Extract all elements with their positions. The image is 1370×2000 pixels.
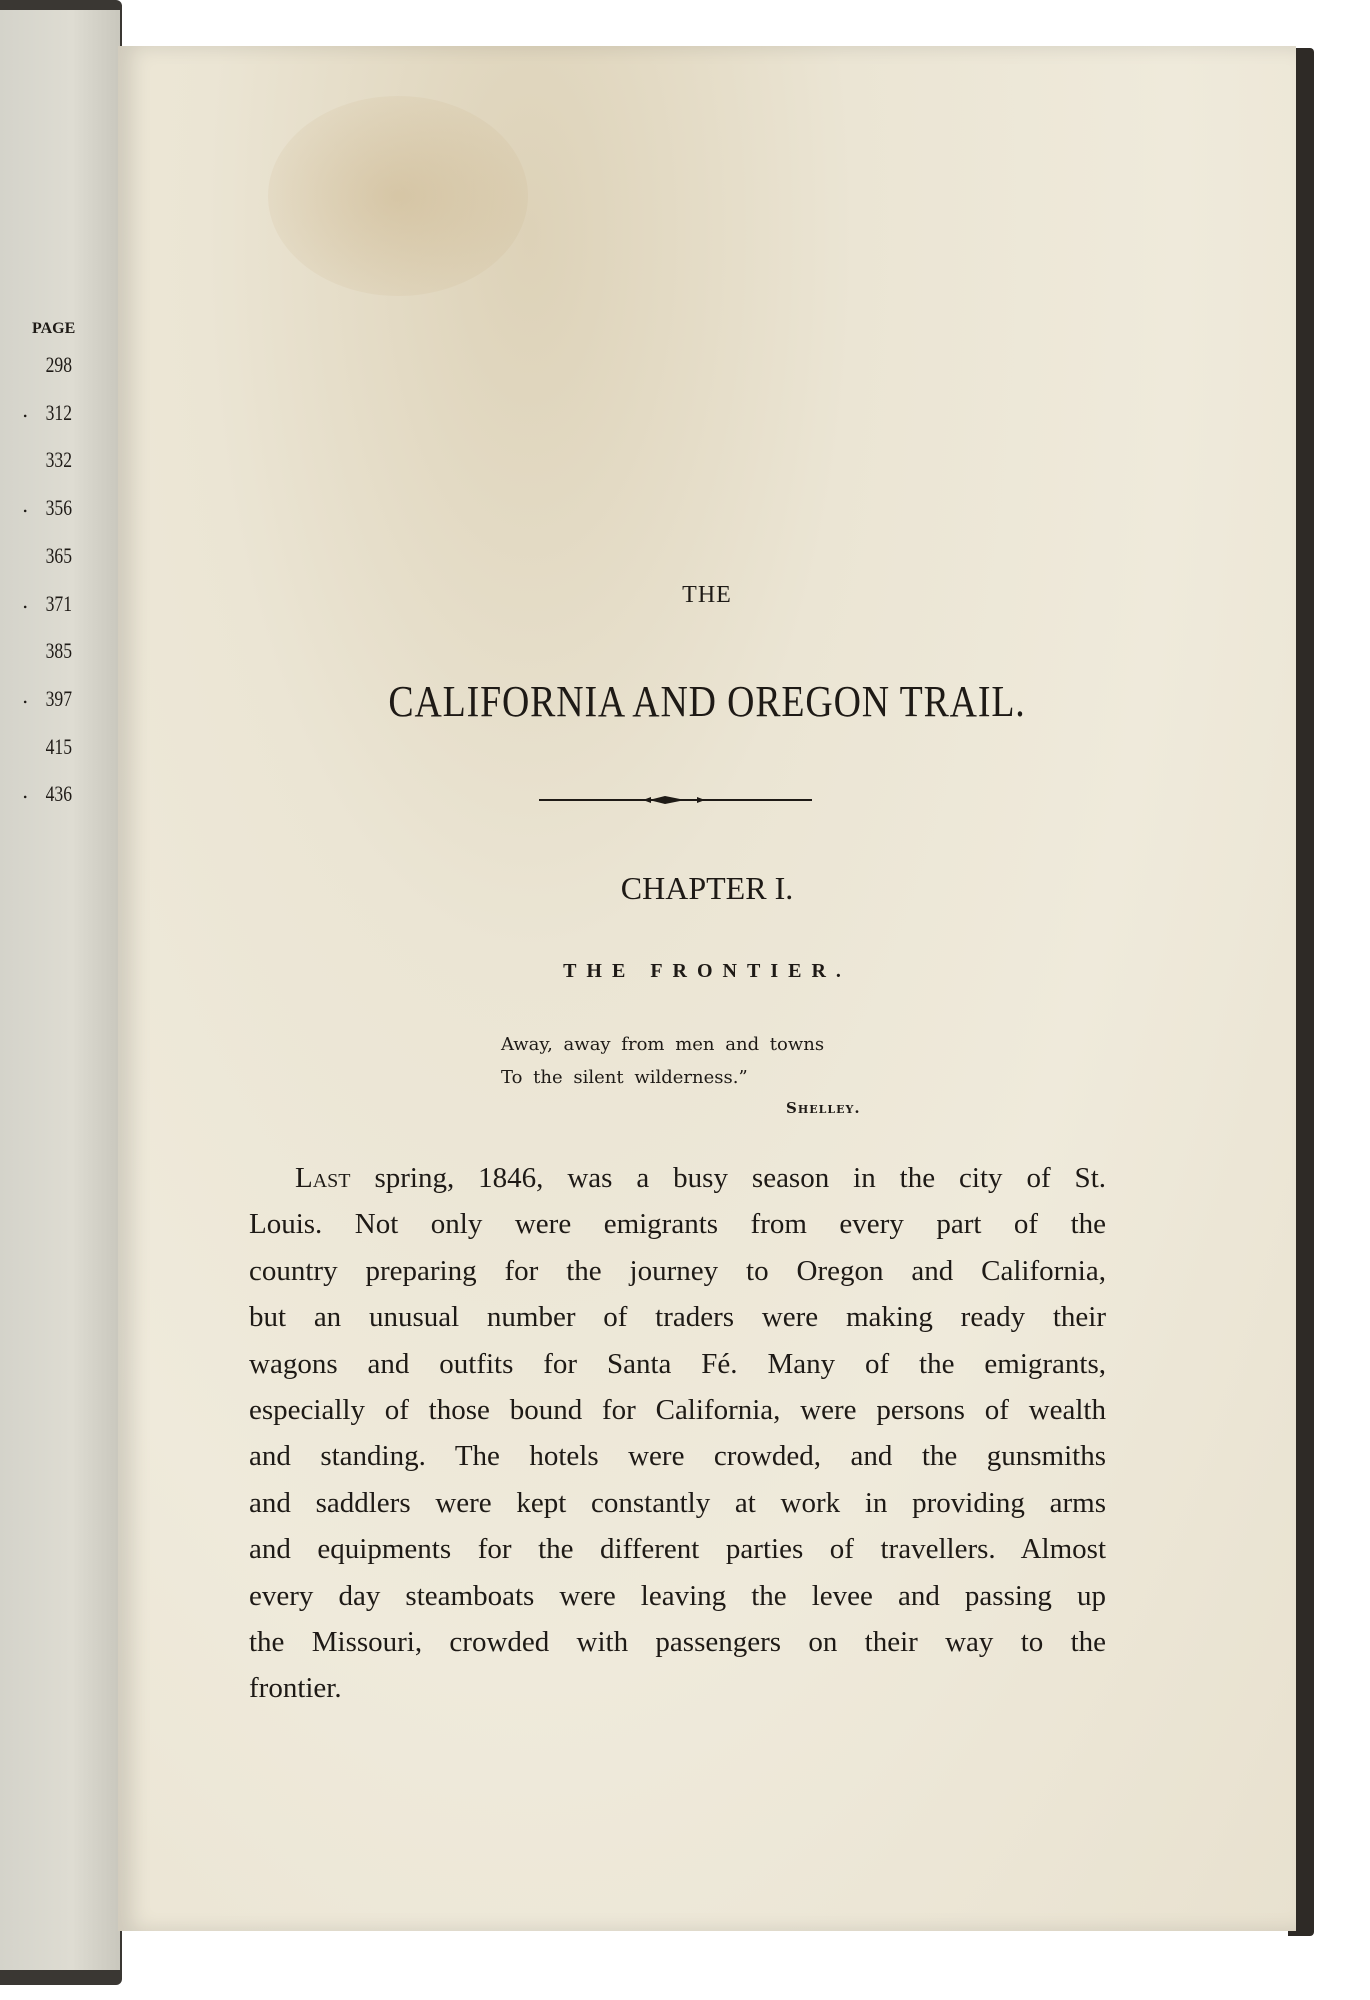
toc-leader-dot: .: [22, 493, 29, 518]
toc-page-number: 371: [45, 590, 72, 616]
book-title: CALIFORNIA AND OREGON TRAIL.: [388, 677, 1026, 726]
toc-leader-dot: .: [22, 683, 29, 708]
toc-page-number: 415: [45, 733, 72, 759]
toc-page-number: 356: [45, 495, 72, 521]
body-line: [249, 1155, 1106, 1201]
epigraph-line: Away, away from men and towns: [501, 1034, 825, 1055]
body-line: especially of those bound for California, were persons of wealth: [249, 1393, 1106, 1426]
toc-page-number: 312: [45, 399, 72, 425]
chapter-title: THE FRONTIER.: [563, 960, 851, 982]
body-line: frontier.: [249, 1672, 342, 1705]
toc-page-number: 365: [45, 542, 72, 568]
ornament-divider: [539, 795, 812, 805]
body-line: but an unusual number of traders were making ready their: [249, 1301, 1106, 1334]
chapter-heading: CHAPTER I.: [620, 870, 794, 906]
body-line: every day steamboats were leaving the levee and passing up: [249, 1579, 1106, 1612]
toc-page-number: 332: [45, 447, 72, 473]
body-line: Louis. Not only were emigrants from every part of the: [249, 1208, 1106, 1241]
toc-leader-dot: .: [22, 588, 29, 613]
body-line: the Missouri, crowded with passengers on their way to the: [249, 1625, 1106, 1658]
body-line: country preparing for the journey to Oregon and California,: [249, 1254, 1106, 1287]
toc-leader-dot: .: [22, 397, 29, 422]
body-line: and equipments for the different parties of travellers. Almost: [249, 1533, 1106, 1566]
epigraph-line: To the silent wilderness.”: [501, 1067, 748, 1088]
toc-page-number: 385: [45, 638, 72, 664]
toc-page-number: 436: [45, 781, 72, 807]
toc-leader-dot: .: [22, 779, 29, 804]
body-line: and saddlers were kept constantly at work in providing arms: [249, 1486, 1106, 1519]
toc-page-number: 298: [45, 352, 72, 377]
toc-page-header: PAGE: [32, 320, 76, 337]
body-line: and standing. The hotels were crowded, and the gunsmiths: [249, 1440, 1106, 1473]
drop-word: Last: [295, 1162, 351, 1194]
epigraph-author: Shelley.: [786, 1099, 861, 1117]
body-line: wagons and outfits for Santa Fé. Many of the emigrants,: [249, 1347, 1106, 1380]
body-text: spring, 1846, was a busy season in the city of St.: [350, 1162, 1106, 1194]
left-page: [0, 10, 120, 1970]
water-stain: [268, 96, 528, 296]
title-prefix: THE: [682, 582, 732, 608]
body-paragraph: [249, 1155, 1106, 1712]
toc-page-number: 397: [45, 685, 72, 711]
